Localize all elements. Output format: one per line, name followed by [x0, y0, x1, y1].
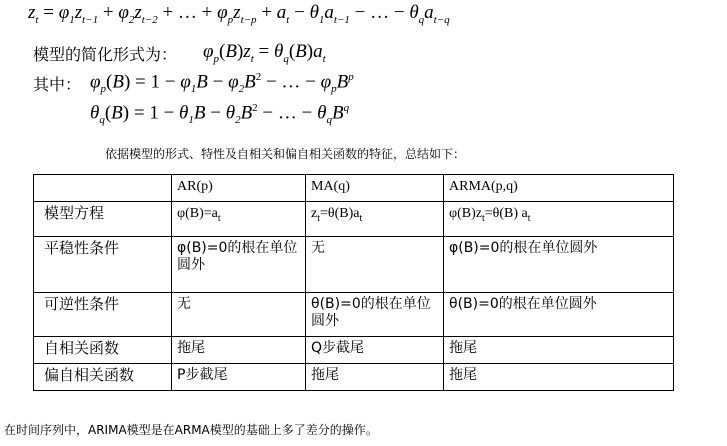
- table-header-cell: MA(q): [306, 175, 444, 202]
- table-header-cell: [34, 175, 172, 202]
- table-cell: P步截尾: [172, 364, 306, 391]
- table-cell: 拖尾: [444, 337, 674, 364]
- row-label: 自相关函数: [34, 337, 172, 364]
- table-header-cell: AR(p): [172, 175, 306, 202]
- model-equation: $z_t = \varphi_1z_{t-1} + \varphi_2z_{t-2}$ + … + $\varphi_pz_{t-p} + a_t - \theta_1a_{t-1}$ − … − $\theta_qa_{t-q}$: [28, 2, 450, 26]
- table-row: [34, 364, 674, 391]
- where-label: 其中：: [33, 75, 82, 94]
- model-comparison-table: [33, 174, 674, 391]
- simplified-form-label: 模型的简化形式为：: [33, 45, 178, 64]
- table-header-cell: ARMA(p,q): [444, 175, 674, 202]
- table-cell: φ(B)=0的根在单位圆外: [444, 237, 674, 293]
- table-cell: $z_t=\theta(B)a_t$: [306, 202, 444, 237]
- table-row: [34, 293, 674, 337]
- row-label: 可逆性条件: [34, 293, 172, 337]
- footer-note: 在时间序列中，ARIMA模型是在ARMA模型的基础上多了差分的操作。: [4, 423, 378, 437]
- table-cell: 拖尾: [306, 364, 444, 391]
- table-cell: 拖尾: [444, 364, 674, 391]
- table-cell: Q步截尾: [306, 337, 444, 364]
- table-cell: 拖尾: [172, 337, 306, 364]
- table-cell: θ(B)=0的根在单位圆外: [306, 293, 444, 337]
- table-cell: φ(B)=0的根在单位圆外: [172, 237, 306, 293]
- row-label: 平稳性条件: [34, 237, 172, 293]
- summary-intro: 依据模型的形式、特性及自相关和偏自相关函数的特征，总结如下：: [105, 147, 466, 161]
- theta-polynomial: $\theta_q(B) = 1 - \theta_1B - \theta_2B^2$ − … − $\theta_qB^q$: [90, 102, 350, 127]
- row-label: 偏自相关函数: [34, 364, 172, 391]
- row-label: 模型方程: [34, 202, 172, 237]
- table-cell: 无: [306, 237, 444, 293]
- table-cell: θ(B)=0的根在单位圆外: [444, 293, 674, 337]
- table-cell: $\varphi(B)=a_t$: [172, 202, 306, 237]
- table-row: [34, 202, 674, 237]
- table-header-row: [34, 175, 674, 202]
- table-row: [34, 337, 674, 364]
- simplified-equation: $\varphi_p(B)z_t = \theta_q(B)a_t$: [203, 41, 326, 65]
- table-cell: $\varphi(B)z_t=\theta(B)$ $a_t$: [444, 202, 674, 237]
- table-cell: 无: [172, 293, 306, 337]
- phi-polynomial: $\varphi_p(B) = 1 - \varphi_1B - \varphi_2B^2$ − … − $\varphi_pB^p$: [90, 71, 354, 96]
- table-row: [34, 237, 674, 293]
